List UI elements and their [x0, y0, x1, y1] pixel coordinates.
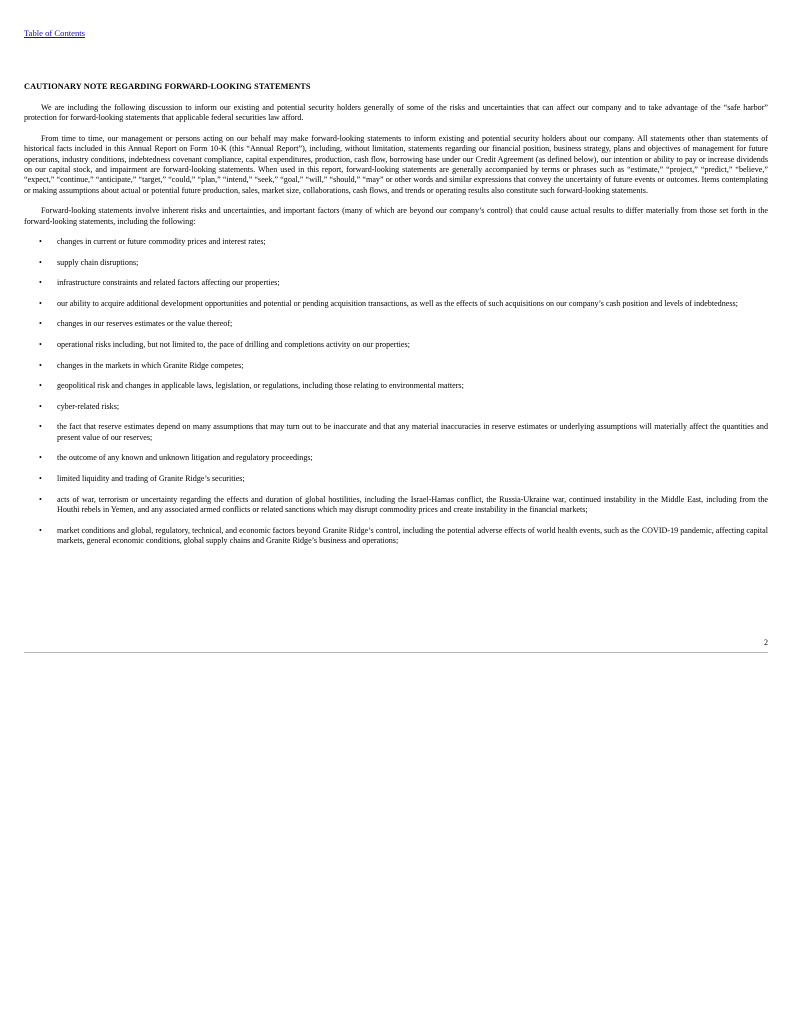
- page-divider: [24, 652, 768, 653]
- section-heading: CAUTIONARY NOTE REGARDING FORWARD-LOOKING STATEMENTS: [24, 82, 311, 91]
- risk-factor-item: [24, 361, 768, 371]
- bullet-marker: •: [39, 381, 42, 391]
- risk-factor-item: [24, 402, 768, 412]
- risk-factor-text: changes in current or future commodity prices and interest rates;: [57, 237, 266, 247]
- risk-factor-text: acts of war, terrorism or uncertainty regarding the effects and duration of global hostilities, including the Israel-Hamas conflict, the Russia-Ukraine war, continued instability in the Middle East, including from the Houthi rebels in Yemen, and any associated armed conflicts or related sanctions which may disrupt commodity prices and create instability in the financial markets;: [57, 494, 768, 514]
- bullet-marker: •: [39, 340, 42, 350]
- risk-factor-item: [24, 495, 768, 516]
- bullet-marker: •: [39, 237, 42, 247]
- risk-factor-item: [24, 278, 768, 288]
- bullet-marker: •: [39, 319, 42, 329]
- risk-factor-item: [24, 299, 768, 309]
- bullet-marker: •: [39, 401, 42, 411]
- risk-factor-text: our ability to acquire additional development opportunities and potential or pending acquisition transactions, as well as the effects of such acquisitions on our company’s cash position and levels of indebtedness;: [57, 298, 738, 308]
- risk-factor-text: changes in our reserves estimates or the value thereof;: [57, 319, 233, 329]
- intro-paragraph: We are including the following discussion to inform our existing and potential security holders generally of some of the risks and uncertainties that can affect our company and to take advantage of the “safe harbor” protection for forward-looking statements that applicable federal securities law afford.: [24, 103, 768, 123]
- risk-factor-text: changes in the markets in which Granite Ridge competes;: [57, 360, 244, 370]
- risk-factor-item: [24, 258, 768, 268]
- risk-factor-text: the outcome of any known and unknown litigation and regulatory proceedings;: [57, 453, 313, 463]
- bullet-marker: •: [39, 422, 42, 432]
- bullet-marker: •: [39, 474, 42, 483]
- section-body: [24, 103, 768, 557]
- risk-factor-text: cyber-related risks;: [57, 401, 120, 411]
- bullet-marker: •: [39, 278, 42, 288]
- page-number: 2: [764, 638, 769, 647]
- risk-factor-text: the fact that reserve estimates depend on many assumptions that may turn out to be inaccurate and that any material inaccuracies in reserve estimates or underlying assumptions will materially affect the quantities and present value of our reserves;: [57, 422, 768, 442]
- risk-factor-item: [24, 526, 768, 547]
- bullet-marker: •: [39, 257, 42, 267]
- risk-factor-text: operational risks including, but not limited to, the pace of drilling and completions activity on our properties;: [57, 340, 410, 350]
- bullet-marker: •: [39, 494, 42, 504]
- risk-factor-list: [24, 237, 768, 546]
- risk-factor-item: [24, 453, 768, 463]
- table-of-contents-link[interactable]: Table of Contents: [24, 28, 85, 38]
- risk-factor-item: [24, 319, 768, 329]
- risk-factors-intro-paragraph: Forward-looking statements involve inherent risks and uncertainties, and important factors (many of which are beyond our company’s control) that could cause actual results to differ materially from those set forth in the forward-looking statements, including the following:: [24, 206, 768, 226]
- risk-factor-text: market conditions and global, regulatory, technical, and economic factors beyond Granite Ridge’s control, including the potential adverse effects of world health events, such as the COVID-19 pandemic, affecting capital markets, general economic conditions, global supply chains and Granite Ridge’s business and operations;: [57, 525, 768, 545]
- bullet-marker: •: [39, 360, 42, 370]
- risk-factor-text: limited liquidity and trading of Granite Ridge’s securities;: [57, 474, 245, 483]
- bullet-marker: •: [39, 298, 42, 308]
- bullet-marker: •: [39, 453, 42, 463]
- risk-factor-item: [24, 422, 768, 443]
- risk-factor-text: supply chain disruptions;: [57, 257, 139, 267]
- risk-factor-item: [24, 381, 768, 391]
- risk-factor-item: [24, 340, 768, 350]
- risk-factor-item: [24, 237, 768, 247]
- forward-looking-definition-paragraph: From time to time, our management or persons acting on our behalf may make forward-looking statements to inform existing and potential security holders about our company. All statements other than statements of historical facts included in this Annual Report on Form 10-K (this “Annual Report”), including, without limitation, statements regarding our financial position, business strategy, plans and objectives of management for future operations, industry conditions, indebtedness covenant compliance, capital expenditures, production, cash flow, borrowing base under our Credit Agreement (as defined below), our intention or ability to pay or increase dividends on our capital stock, and impairment are forward-looking statements. When used in this report, forward-looking statements are generally accompanied by terms or phrases such as “estimate,” “project,” “predict,” “believe,” “expect,” “continue,” “anticipate,” “target,” “could,” “plan,” “intend,” “seek,” “goal,” “will,” “should,” “may” or other words and similar expressions that convey the uncertainty of future events or outcomes. Items contemplating or making assumptions about actual or potential future production, sales, market size, collaborations, cash flows, and trends or operating results also constitute such forward-looking statements.: [24, 133, 768, 195]
- bullet-marker: •: [39, 525, 42, 535]
- risk-factor-text: geopolitical risk and changes in applicable laws, legislation, or regulations, including those relating to environmental matters;: [57, 381, 464, 391]
- risk-factor-text: infrastructure constraints and related factors affecting our properties;: [57, 278, 280, 288]
- risk-factor-item: [24, 474, 768, 484]
